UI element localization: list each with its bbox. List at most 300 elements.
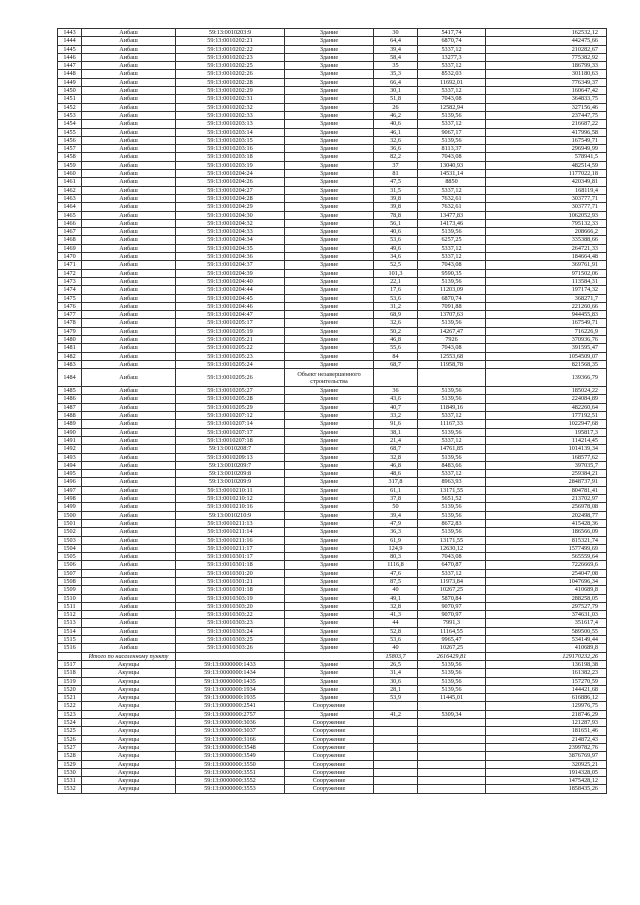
object-type-cell: Здание xyxy=(285,302,374,310)
row-number-cell: 1500 xyxy=(58,511,82,519)
cadastral-value-cell: 2848737,91 xyxy=(486,478,607,486)
settlement-cell: Аибаш xyxy=(82,120,176,128)
unit-value-cell: 5139,56 xyxy=(418,503,486,511)
area-cell: 37,8 xyxy=(374,495,418,503)
object-type-cell: Здание xyxy=(285,352,374,360)
cadastral-number-cell: 59:13:0010210:16 xyxy=(176,503,285,511)
cadastral-number-cell: 59:13:0000000:3548 xyxy=(176,743,285,751)
table-row xyxy=(58,327,607,335)
row-number-cell: 1504 xyxy=(58,544,82,552)
row-number-cell: 1480 xyxy=(58,335,82,343)
row-number-cell: 1494 xyxy=(58,461,82,469)
object-type-cell: Здание xyxy=(285,128,374,136)
settlement-cell: Аибаш xyxy=(82,486,176,494)
object-type-cell: Здание xyxy=(285,611,374,619)
cadastral-value-cell: 297527,79 xyxy=(486,602,607,610)
cadastral-number-cell: 59:13:0010204:33 xyxy=(176,228,285,236)
cadastral-number-cell: 59:13:0010204:45 xyxy=(176,294,285,302)
object-type-cell: Здание xyxy=(285,211,374,219)
cadastral-value-cell: 821568,35 xyxy=(486,360,607,368)
cadastral-number-cell: 59:13:0010202:33 xyxy=(176,111,285,119)
area-cell: 39,8 xyxy=(374,194,418,202)
cadastral-value-cell: 578941,5 xyxy=(486,153,607,161)
cadastral-number-cell: 59:13:0000000:1433 xyxy=(176,660,285,668)
cadastral-value-cell: 224084,89 xyxy=(486,395,607,403)
table-row xyxy=(58,785,607,793)
area-cell xyxy=(374,727,418,735)
area-cell: 53,6 xyxy=(374,236,418,244)
cadastral-value-cell: 254047,08 xyxy=(486,569,607,577)
row-number-cell: 1513 xyxy=(58,619,82,627)
cadastral-value-cell: 7226669,6 xyxy=(486,561,607,569)
cadastral-value-cell: 804781,41 xyxy=(486,486,607,494)
cadastral-number-cell: 59:13:0010204:34 xyxy=(176,236,285,244)
area-cell: 35 xyxy=(374,62,418,70)
cadastral-value-cell: 139366,79 xyxy=(486,369,607,387)
cadastral-number-cell: 59:13:0010205:17 xyxy=(176,319,285,327)
settlement-cell: Аибаш xyxy=(82,627,176,635)
area-cell: 47,9 xyxy=(374,519,418,527)
area-cell: 52,5 xyxy=(374,261,418,269)
cadastral-number-cell: 59:13:0010211:17 xyxy=(176,544,285,552)
cadastral-value-cell: 167549,71 xyxy=(486,136,607,144)
object-type-cell: Здание xyxy=(285,311,374,319)
row-number-cell: 1455 xyxy=(58,128,82,136)
row-number-cell: 1487 xyxy=(58,403,82,411)
cadastral-number-cell: 59:13:0010303:24 xyxy=(176,627,285,635)
settlement-cell: Аибаш xyxy=(82,619,176,627)
settlement-cell: Аибаш xyxy=(82,219,176,227)
cadastral-value-cell: 420349,81 xyxy=(486,178,607,186)
unit-value-cell: 5139,56 xyxy=(418,660,486,668)
area-cell: 51,8 xyxy=(374,95,418,103)
cadastral-value-cell: 167549,71 xyxy=(486,319,607,327)
cadastral-number-cell: 59:13:0010204:32 xyxy=(176,219,285,227)
area-cell: 46,1 xyxy=(374,128,418,136)
unit-value-cell: 7091,88 xyxy=(418,302,486,310)
area-cell: 17,6 xyxy=(374,286,418,294)
object-type-cell: Здание xyxy=(285,685,374,693)
unit-value-cell: 2616429,81 xyxy=(418,652,486,660)
unit-value-cell: 11164,55 xyxy=(418,627,486,635)
table-row xyxy=(58,95,607,103)
table-row xyxy=(58,536,607,544)
area-cell: 84 xyxy=(374,352,418,360)
object-type-cell: Здание xyxy=(285,503,374,511)
row-number-cell: 1449 xyxy=(58,78,82,86)
unit-value-cell: 5337,12 xyxy=(418,120,486,128)
row-number-cell: 1531 xyxy=(58,777,82,785)
settlement-cell: Акунцы xyxy=(82,777,176,785)
settlement-cell: Аибаш xyxy=(82,395,176,403)
table-row xyxy=(58,170,607,178)
area-cell: 78,8 xyxy=(374,211,418,219)
settlement-cell: Аибаш xyxy=(82,128,176,136)
settlement-cell: Аибаш xyxy=(82,145,176,153)
unit-value-cell xyxy=(418,735,486,743)
area-cell: 30,6 xyxy=(374,677,418,685)
cadastral-number-cell: 59:13:0010209:7 xyxy=(176,461,285,469)
unit-value-cell: 5139,56 xyxy=(418,511,486,519)
area-cell: 41,3 xyxy=(374,611,418,619)
unit-value-cell: 14761,85 xyxy=(418,445,486,453)
cadastral-number-cell: 59:13:0010202:28 xyxy=(176,78,285,86)
object-type-cell: Здание xyxy=(285,186,374,194)
table-row xyxy=(58,453,607,461)
area-cell: 68,7 xyxy=(374,445,418,453)
unit-value-cell: 13171,55 xyxy=(418,536,486,544)
row-number-cell: 1530 xyxy=(58,768,82,776)
cadastral-value-cell: 335388,66 xyxy=(486,236,607,244)
settlement-cell: Аибаш xyxy=(82,153,176,161)
settlement-cell: Акунцы xyxy=(82,719,176,727)
cadastral-value-cell: 369761,91 xyxy=(486,261,607,269)
cadastral-number-cell: 59:13:0010203:13 xyxy=(176,120,285,128)
area-cell: 48,6 xyxy=(374,470,418,478)
cadastral-number-cell: 59:13:0010303:22 xyxy=(176,611,285,619)
cadastral-number-cell: 59:13:0010210:11 xyxy=(176,486,285,494)
row-number-cell: 1490 xyxy=(58,428,82,436)
row-number-cell: 1520 xyxy=(58,685,82,693)
object-type-cell: Здание xyxy=(285,294,374,302)
row-number-cell: 1532 xyxy=(58,785,82,793)
unit-value-cell: 11849,16 xyxy=(418,403,486,411)
area-cell: 46,8 xyxy=(374,461,418,469)
area-cell xyxy=(374,702,418,710)
cadastral-value-cell: 168577,62 xyxy=(486,453,607,461)
cadastral-number-cell: 59:13:0010205:21 xyxy=(176,335,285,343)
settlement-cell: Аибаш xyxy=(82,111,176,119)
unit-value-cell: 5139,56 xyxy=(418,453,486,461)
area-cell: 26 xyxy=(374,103,418,111)
cadastral-value-cell: 303777,71 xyxy=(486,194,607,202)
object-type-cell: Здание xyxy=(285,95,374,103)
object-type-cell: Сооружение xyxy=(285,735,374,743)
cadastral-value-cell: 160647,42 xyxy=(486,87,607,95)
object-type-cell: Здание xyxy=(285,170,374,178)
table-row xyxy=(58,719,607,727)
cadastral-value-cell: 221260,66 xyxy=(486,302,607,310)
table-row xyxy=(58,428,607,436)
area-cell: 30,1 xyxy=(374,87,418,95)
object-type-cell: Сооружение xyxy=(285,702,374,710)
area-cell: 61,9 xyxy=(374,536,418,544)
cadastral-number-cell: 59:13:0010204:27 xyxy=(176,186,285,194)
table-row xyxy=(58,387,607,395)
settlement-cell: Аибаш xyxy=(82,478,176,486)
settlement-cell: Аибаш xyxy=(82,261,176,269)
area-cell: 47,5 xyxy=(374,178,418,186)
object-type-cell: Здание xyxy=(285,586,374,594)
settlement-cell: Аибаш xyxy=(82,344,176,352)
table-row xyxy=(58,186,607,194)
cadastral-value-cell: 417996,58 xyxy=(486,128,607,136)
row-number-cell: 1492 xyxy=(58,445,82,453)
table-row xyxy=(58,136,607,144)
settlement-cell: Аибаш xyxy=(82,186,176,194)
row-number-cell: 1478 xyxy=(58,319,82,327)
cadastral-number-cell: 59:13:0010202:31 xyxy=(176,95,285,103)
object-type-cell: Здание xyxy=(285,536,374,544)
settlement-cell: Акунцы xyxy=(82,685,176,693)
object-type-cell: Здание xyxy=(285,335,374,343)
cadastral-value-cell: 157270,59 xyxy=(486,677,607,685)
object-type-cell: Здание xyxy=(285,244,374,252)
table-row xyxy=(58,735,607,743)
table-row xyxy=(58,269,607,277)
cadastral-value-cell: 616886,12 xyxy=(486,694,607,702)
area-cell xyxy=(374,743,418,751)
object-type-cell: Здание xyxy=(285,203,374,211)
cadastral-number-cell xyxy=(176,652,285,660)
cadastral-value-cell: 202498,77 xyxy=(486,511,607,519)
unit-value-cell: 5337,12 xyxy=(418,244,486,252)
settlement-cell: Аибаш xyxy=(82,37,176,45)
area-cell: 40,6 xyxy=(374,228,418,236)
object-type-cell: Здание xyxy=(285,29,374,37)
cadastral-number-cell: 59:13:0010205:26 xyxy=(176,369,285,387)
cadastral-value-cell: 288258,05 xyxy=(486,594,607,602)
table-row xyxy=(58,470,607,478)
cadastral-number-cell: 59:13:0010203:9 xyxy=(176,29,285,37)
unit-value-cell: 5337,12 xyxy=(418,436,486,444)
cadastral-number-cell: 59:13:0010204:44 xyxy=(176,286,285,294)
unit-value-cell: 7043,08 xyxy=(418,344,486,352)
area-cell: 53,6 xyxy=(374,636,418,644)
settlement-cell: Аибаш xyxy=(82,87,176,95)
object-type-cell: Здание xyxy=(285,277,374,285)
area-cell: 28,1 xyxy=(374,685,418,693)
unit-value-cell: 5139,56 xyxy=(418,685,486,693)
table-row xyxy=(58,211,607,219)
cadastral-value-cell: 162532,12 xyxy=(486,29,607,37)
area-cell: 68,9 xyxy=(374,311,418,319)
cadastral-value-cell: 1577499,69 xyxy=(486,544,607,552)
unit-value-cell: 13040,93 xyxy=(418,161,486,169)
settlement-cell: Аибаш xyxy=(82,352,176,360)
unit-value-cell: 7632,61 xyxy=(418,203,486,211)
settlement-cell: Аибаш xyxy=(82,528,176,536)
settlement-cell: Аибаш xyxy=(82,445,176,453)
object-type-cell: Здание xyxy=(285,486,374,494)
row-number-cell: 1516 xyxy=(58,644,82,652)
cadastral-number-cell: 59:13:0010301:20 xyxy=(176,569,285,577)
table-row xyxy=(58,578,607,586)
cadastral-number-cell: 59:13:0000000:3553 xyxy=(176,785,285,793)
settlement-cell: Аибаш xyxy=(82,519,176,527)
object-type-cell: Сооружение xyxy=(285,743,374,751)
row-number-cell: 1515 xyxy=(58,636,82,644)
table-row xyxy=(58,412,607,420)
settlement-cell: Аибаш xyxy=(82,544,176,552)
row-number-cell: 1491 xyxy=(58,436,82,444)
unit-value-cell: 14531,14 xyxy=(418,170,486,178)
area-cell: 81 xyxy=(374,170,418,178)
cadastral-value-cell: 775382,92 xyxy=(486,53,607,61)
unit-value-cell: 9965,47 xyxy=(418,636,486,644)
settlement-cell: Акунцы xyxy=(82,660,176,668)
unit-value-cell: 5139,56 xyxy=(418,111,486,119)
area-cell: 66,4 xyxy=(374,78,418,86)
object-type-cell: Здание xyxy=(285,428,374,436)
unit-value-cell xyxy=(418,768,486,776)
table-row xyxy=(58,302,607,310)
settlement-cell: Аибаш xyxy=(82,436,176,444)
cadastral-value-cell: 129170232,26 xyxy=(486,652,607,660)
row-number-cell: 1472 xyxy=(58,269,82,277)
settlement-cell: Аибаш xyxy=(82,594,176,602)
unit-value-cell xyxy=(418,369,486,387)
table-row xyxy=(58,594,607,602)
row-number-cell: 1508 xyxy=(58,578,82,586)
row-number-cell: 1529 xyxy=(58,760,82,768)
unit-value-cell: 10267,25 xyxy=(418,586,486,594)
cadastral-number-cell: 59:13:0010202:22 xyxy=(176,45,285,53)
unit-value-cell: 5309,34 xyxy=(418,710,486,718)
object-type-cell: Здание xyxy=(285,236,374,244)
unit-value-cell: 6870,74 xyxy=(418,37,486,45)
cadastral-value-cell: 1858435,26 xyxy=(486,785,607,793)
cadastral-number-cell: 59:13:0010303:20 xyxy=(176,602,285,610)
cadastral-number-cell: 59:13:0010301:17 xyxy=(176,553,285,561)
object-type-cell: Здание xyxy=(285,269,374,277)
settlement-cell: Акунцы xyxy=(82,710,176,718)
cadastral-number-cell: 59:13:0010202:21 xyxy=(176,37,285,45)
cadastral-number-cell: 59:13:0010202:26 xyxy=(176,70,285,78)
settlement-cell: Аибаш xyxy=(82,302,176,310)
settlement-cell: Аибаш xyxy=(82,553,176,561)
row-number-cell: 1501 xyxy=(58,519,82,527)
object-type-cell: Здание xyxy=(285,153,374,161)
table-row xyxy=(58,87,607,95)
cadastral-number-cell: 59:13:0010209:13 xyxy=(176,453,285,461)
cadastral-value-cell: 391595,47 xyxy=(486,344,607,352)
row-number-cell: 1517 xyxy=(58,660,82,668)
cadastral-value-cell: 216687,22 xyxy=(486,120,607,128)
object-type-cell: Здание xyxy=(285,327,374,335)
unit-value-cell: 14267,47 xyxy=(418,327,486,335)
table-row xyxy=(58,710,607,718)
cadastral-value-cell: 259384,21 xyxy=(486,470,607,478)
unit-value-cell: 5337,12 xyxy=(418,45,486,53)
unit-value-cell: 7043,08 xyxy=(418,95,486,103)
object-type-cell: Здание xyxy=(285,602,374,610)
cadastral-number-cell: 59:13:0000000:3552 xyxy=(176,777,285,785)
table-row xyxy=(58,495,607,503)
settlement-cell: Аибаш xyxy=(82,335,176,343)
table-row xyxy=(58,743,607,751)
unit-value-cell: 5139,56 xyxy=(418,387,486,395)
cadastral-number-cell: 59:13:0000000:3037 xyxy=(176,727,285,735)
cadastral-value-cell: 296949,99 xyxy=(486,145,607,153)
cadastral-value-cell: 214872,43 xyxy=(486,735,607,743)
object-type-cell: Сооружение xyxy=(285,785,374,793)
unit-value-cell: 5139,56 xyxy=(418,528,486,536)
settlement-cell: Аибаш xyxy=(82,412,176,420)
cadastral-value-cell: 374631,03 xyxy=(486,611,607,619)
settlement-cell: Аибаш xyxy=(82,211,176,219)
row-number-cell: 1471 xyxy=(58,261,82,269)
cadastral-number-cell: 59:13:0010209:8 xyxy=(176,470,285,478)
unit-value-cell xyxy=(418,777,486,785)
cadastral-number-cell: 59:13:0010207:18 xyxy=(176,436,285,444)
settlement-cell: Аибаш xyxy=(82,602,176,610)
table-row xyxy=(58,294,607,302)
cadastral-value-cell: 136198,38 xyxy=(486,660,607,668)
cadastral-number-cell: 59:13:0010205:23 xyxy=(176,352,285,360)
row-number-cell: 1486 xyxy=(58,395,82,403)
row-number-cell: 1499 xyxy=(58,503,82,511)
area-cell: 55,6 xyxy=(374,344,418,352)
cadastral-number-cell: 59:13:0010204:39 xyxy=(176,269,285,277)
unit-value-cell: 5139,56 xyxy=(418,669,486,677)
table-row xyxy=(58,360,607,368)
cadastral-number-cell: 59:13:0010203:15 xyxy=(176,136,285,144)
cadastral-value-cell: 534149,44 xyxy=(486,636,607,644)
table-row xyxy=(58,436,607,444)
cadastral-value-cell: 1014139,34 xyxy=(486,445,607,453)
cadastral-value-cell: 1475428,12 xyxy=(486,777,607,785)
table-row xyxy=(58,45,607,53)
area-cell: 64,4 xyxy=(374,37,418,45)
row-number-cell: 1497 xyxy=(58,486,82,494)
cadastral-number-cell: 59:13:0010301:18 xyxy=(176,561,285,569)
unit-value-cell: 13171,55 xyxy=(418,486,486,494)
object-type-cell: Здание xyxy=(285,360,374,368)
cadastral-value-cell: 1914328,05 xyxy=(486,768,607,776)
settlement-cell: Итого по населенному пункту xyxy=(82,652,176,660)
object-type-cell: Здание xyxy=(285,478,374,486)
settlement-cell: Аибаш xyxy=(82,29,176,37)
unit-value-cell: 6870,74 xyxy=(418,294,486,302)
area-cell: 30 xyxy=(374,29,418,37)
cadastral-number-cell: 59:13:0010301:18 xyxy=(176,586,285,594)
area-cell: 32,8 xyxy=(374,453,418,461)
area-cell: 43,6 xyxy=(374,395,418,403)
settlement-cell: Акунцы xyxy=(82,694,176,702)
unit-value-cell: 8483,66 xyxy=(418,461,486,469)
table-row xyxy=(58,519,607,527)
cadastral-number-cell: 59:13:0010205:19 xyxy=(176,327,285,335)
table-row xyxy=(58,352,607,360)
settlement-cell: Аибаш xyxy=(82,503,176,511)
table-row xyxy=(58,194,607,202)
row-number-cell: 1468 xyxy=(58,236,82,244)
settlement-cell: Акунцы xyxy=(82,669,176,677)
settlement-cell: Аибаш xyxy=(82,461,176,469)
object-type-cell: Здание xyxy=(285,62,374,70)
area-cell xyxy=(374,760,418,768)
cadastral-number-cell: 59:13:0000000:3166 xyxy=(176,735,285,743)
cadastral-value-cell: 186566,09 xyxy=(486,528,607,536)
area-cell: 49,1 xyxy=(374,594,418,602)
row-number-cell: 1461 xyxy=(58,178,82,186)
cadastral-number-cell: 59:13:0010204:26 xyxy=(176,178,285,186)
object-type-cell: Здание xyxy=(285,178,374,186)
cadastral-number-cell: 59:13:0010204:37 xyxy=(176,261,285,269)
cadastral-value-cell: 168119,4 xyxy=(486,186,607,194)
area-cell: 26,5 xyxy=(374,660,418,668)
cadastral-value-cell: 303777,71 xyxy=(486,203,607,211)
area-cell: 80,3 xyxy=(374,553,418,561)
cadastral-value-cell: 944455,83 xyxy=(486,311,607,319)
settlement-cell: Аибаш xyxy=(82,236,176,244)
table-row xyxy=(58,768,607,776)
cadastral-number-cell: 59:13:0010202:32 xyxy=(176,103,285,111)
cadastral-value-cell: 256978,08 xyxy=(486,503,607,511)
area-cell: 1116,8 xyxy=(374,561,418,569)
area-cell: 36,6 xyxy=(374,145,418,153)
